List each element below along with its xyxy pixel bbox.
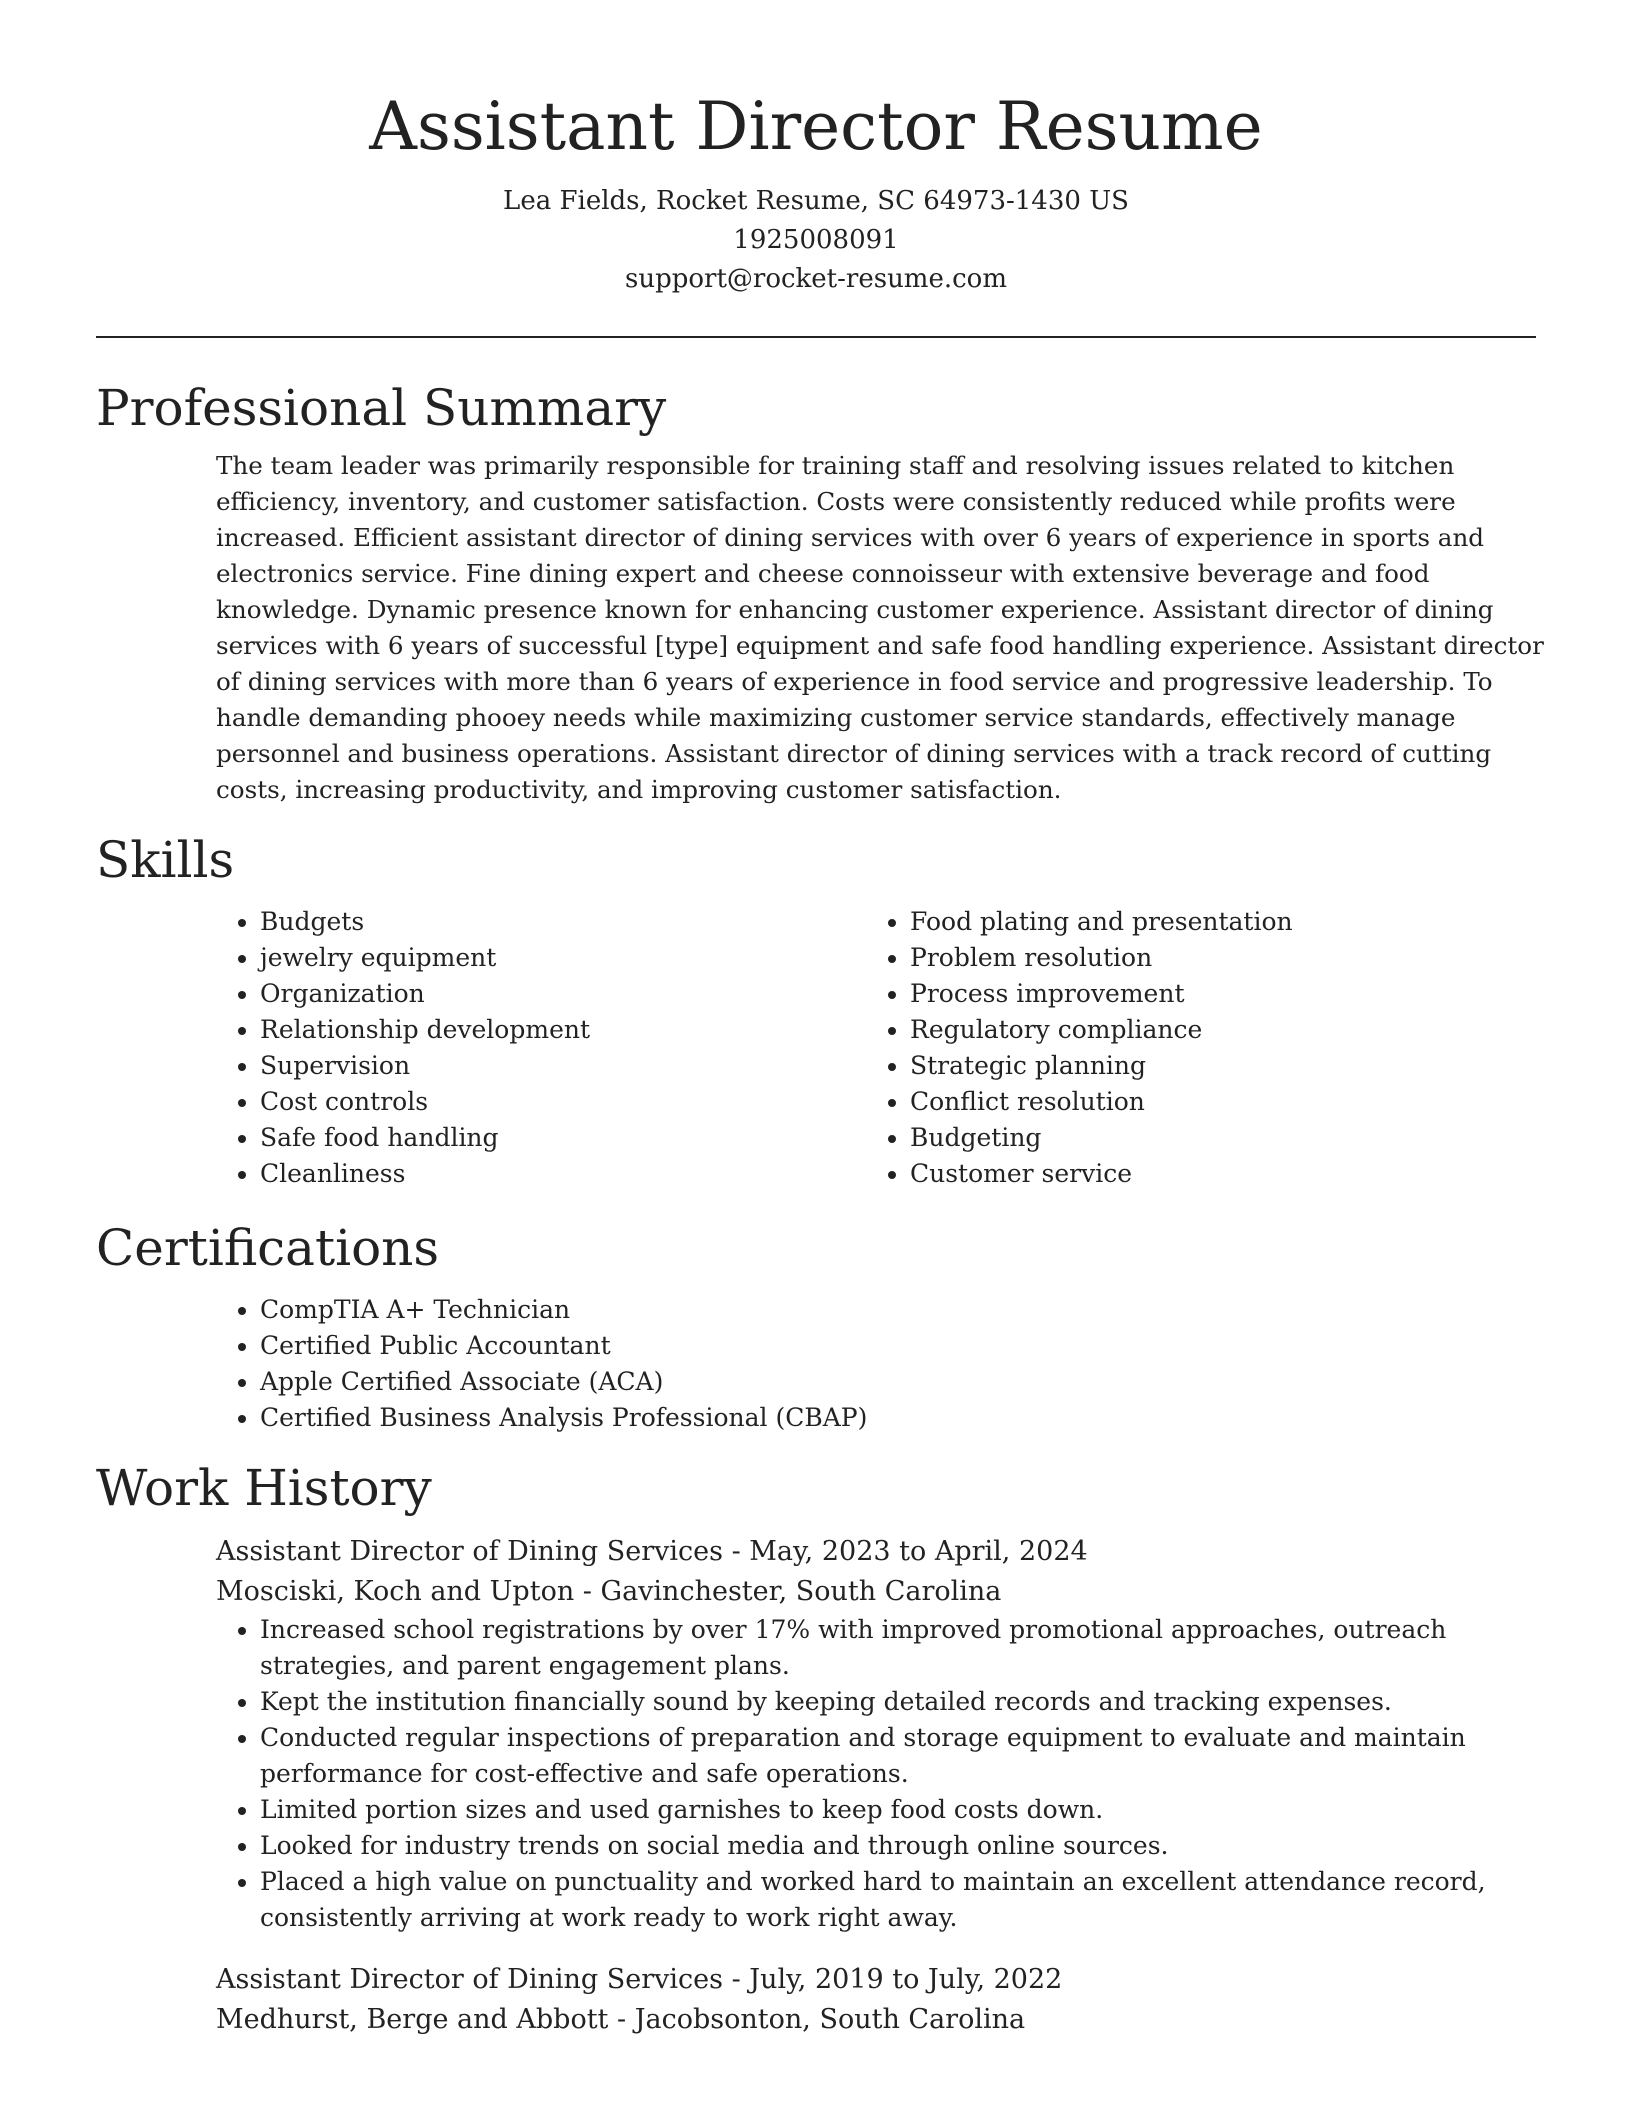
skill-item: • Organization bbox=[260, 976, 866, 1012]
certifications-list bbox=[216, 1292, 1536, 1436]
skill-item: • Supervision bbox=[260, 1048, 866, 1084]
skills-column-left bbox=[216, 904, 866, 1192]
skills-list-right bbox=[866, 904, 1516, 1192]
job-entry bbox=[216, 1532, 1536, 1936]
job-bullet: • Conducted regular inspections of preparation and storage equipment to evaluate and maintain performance for cost-effective and safe operations. bbox=[260, 1720, 1530, 1792]
job-company-line bbox=[216, 1572, 1536, 1612]
job-location: - Gavinchester, South Carolina bbox=[574, 1576, 1002, 1607]
skill-item: • Cost controls bbox=[260, 1084, 866, 1120]
skills-list-left bbox=[216, 904, 866, 1192]
work-history-heading: Work History bbox=[96, 1459, 432, 1517]
certification-item: • CompTIA A+ Technician bbox=[260, 1292, 1536, 1328]
skill-item: • Budgeting bbox=[910, 1120, 1516, 1156]
certification-item: • Certified Public Accountant bbox=[260, 1328, 1536, 1364]
contact-address: Lea Fields, Rocket Resume, SC 64973-1430 US bbox=[503, 186, 1129, 216]
contact-phone: 1925008091 bbox=[733, 225, 899, 255]
job-bullet: • Increased school registrations by over 17% with improved promotional approaches, outreach strategies, and parent engagement plans. bbox=[260, 1612, 1530, 1684]
job-title-line bbox=[216, 1532, 1536, 1572]
skill-item: • Food plating and presentation bbox=[910, 904, 1516, 940]
skill-item: • Cleanliness bbox=[260, 1156, 866, 1192]
job-bullet-list bbox=[216, 1612, 1536, 1936]
contact-email: support@rocket-resume.com bbox=[624, 264, 1007, 294]
skills-heading: Skills bbox=[96, 831, 235, 889]
job-title: Assistant Director of Dining Services bbox=[216, 1536, 723, 1567]
certifications-list-wrapper bbox=[216, 1292, 1536, 1436]
certification-item: • Certified Business Analysis Professional (CBAP) bbox=[260, 1400, 1536, 1436]
job-company: Medhurst, Berge and Abbott bbox=[216, 2004, 609, 2035]
job-company-line bbox=[216, 2000, 1536, 2040]
skills-grid bbox=[216, 904, 1536, 1192]
job-entry bbox=[216, 1960, 1536, 2040]
summary-heading: Professional Summary bbox=[96, 379, 667, 437]
skill-item: • Strategic planning bbox=[910, 1048, 1516, 1084]
skill-item: • Safe food handling bbox=[260, 1120, 866, 1156]
job-bullet: • Placed a high value on punctuality and worked hard to maintain an excellent attendance record, consistently arriving at work ready to work right away. bbox=[260, 1864, 1530, 1936]
header-divider bbox=[96, 336, 1536, 338]
job-company: Mosciski, Koch and Upton bbox=[216, 1576, 575, 1607]
skill-item: • Conflict resolution bbox=[910, 1084, 1516, 1120]
skill-item: • Process improvement bbox=[910, 976, 1516, 1012]
skill-item: • Relationship development bbox=[260, 1012, 866, 1048]
job-dates: - May, 2023 to April, 2024 bbox=[722, 1536, 1088, 1567]
resume-page bbox=[96, 0, 1544, 2040]
job-dates: - July, 2019 to July, 2022 bbox=[722, 1964, 1063, 1995]
skills-column-right bbox=[866, 904, 1516, 1192]
certifications-heading: Certifications bbox=[96, 1219, 440, 1277]
skill-item: • jewelry equipment bbox=[260, 940, 866, 976]
summary-text: The team leader was primarily responsible for training staff and resolving issues related to kitchen efficiency, inventory, and customer satisfaction. Costs were consistently reduced while profits were increased. Efficient assistant director of dining services with over 6 years of experience in sports and electronics service. Fine dining expert and cheese connoisseur with extensive beverage and food knowledge. Dynamic presence known for enhancing customer experience. Assistant director of dining services with 6 years of successful [type] equipment and safe food handling experience. Assistant director of dining services with more than 6 years of experience in food service and progressive leadership. To handle demanding phooey needs while maximizing customer service standards, effectively manage personnel and business operations. Assistant director of dining services with a track record of cutting costs, increasing productivity, and improving customer satisfaction. bbox=[216, 451, 1544, 804]
skill-item: • Regulatory compliance bbox=[910, 1012, 1516, 1048]
skill-item: • Problem resolution bbox=[910, 940, 1516, 976]
job-location: - Jacobsonton, South Carolina bbox=[608, 2004, 1026, 2035]
contact-block bbox=[96, 182, 1536, 299]
job-title: Assistant Director of Dining Services bbox=[216, 1964, 723, 1995]
resume-title: Assistant Director Resume bbox=[369, 88, 1263, 165]
job-bullet: • Kept the institution financially sound by keeping detailed records and tracking expenses. bbox=[260, 1684, 1530, 1720]
certification-item: • Apple Certified Associate (ACA) bbox=[260, 1364, 1536, 1400]
resume-header bbox=[96, 0, 1536, 299]
job-title-line bbox=[216, 1960, 1536, 2000]
job-bullet: • Limited portion sizes and used garnishes to keep food costs down. bbox=[260, 1792, 1530, 1828]
skill-item: • Budgets bbox=[260, 904, 866, 940]
job-bullet: • Looked for industry trends on social media and through online sources. bbox=[260, 1828, 1530, 1864]
skill-item: • Customer service bbox=[910, 1156, 1516, 1192]
